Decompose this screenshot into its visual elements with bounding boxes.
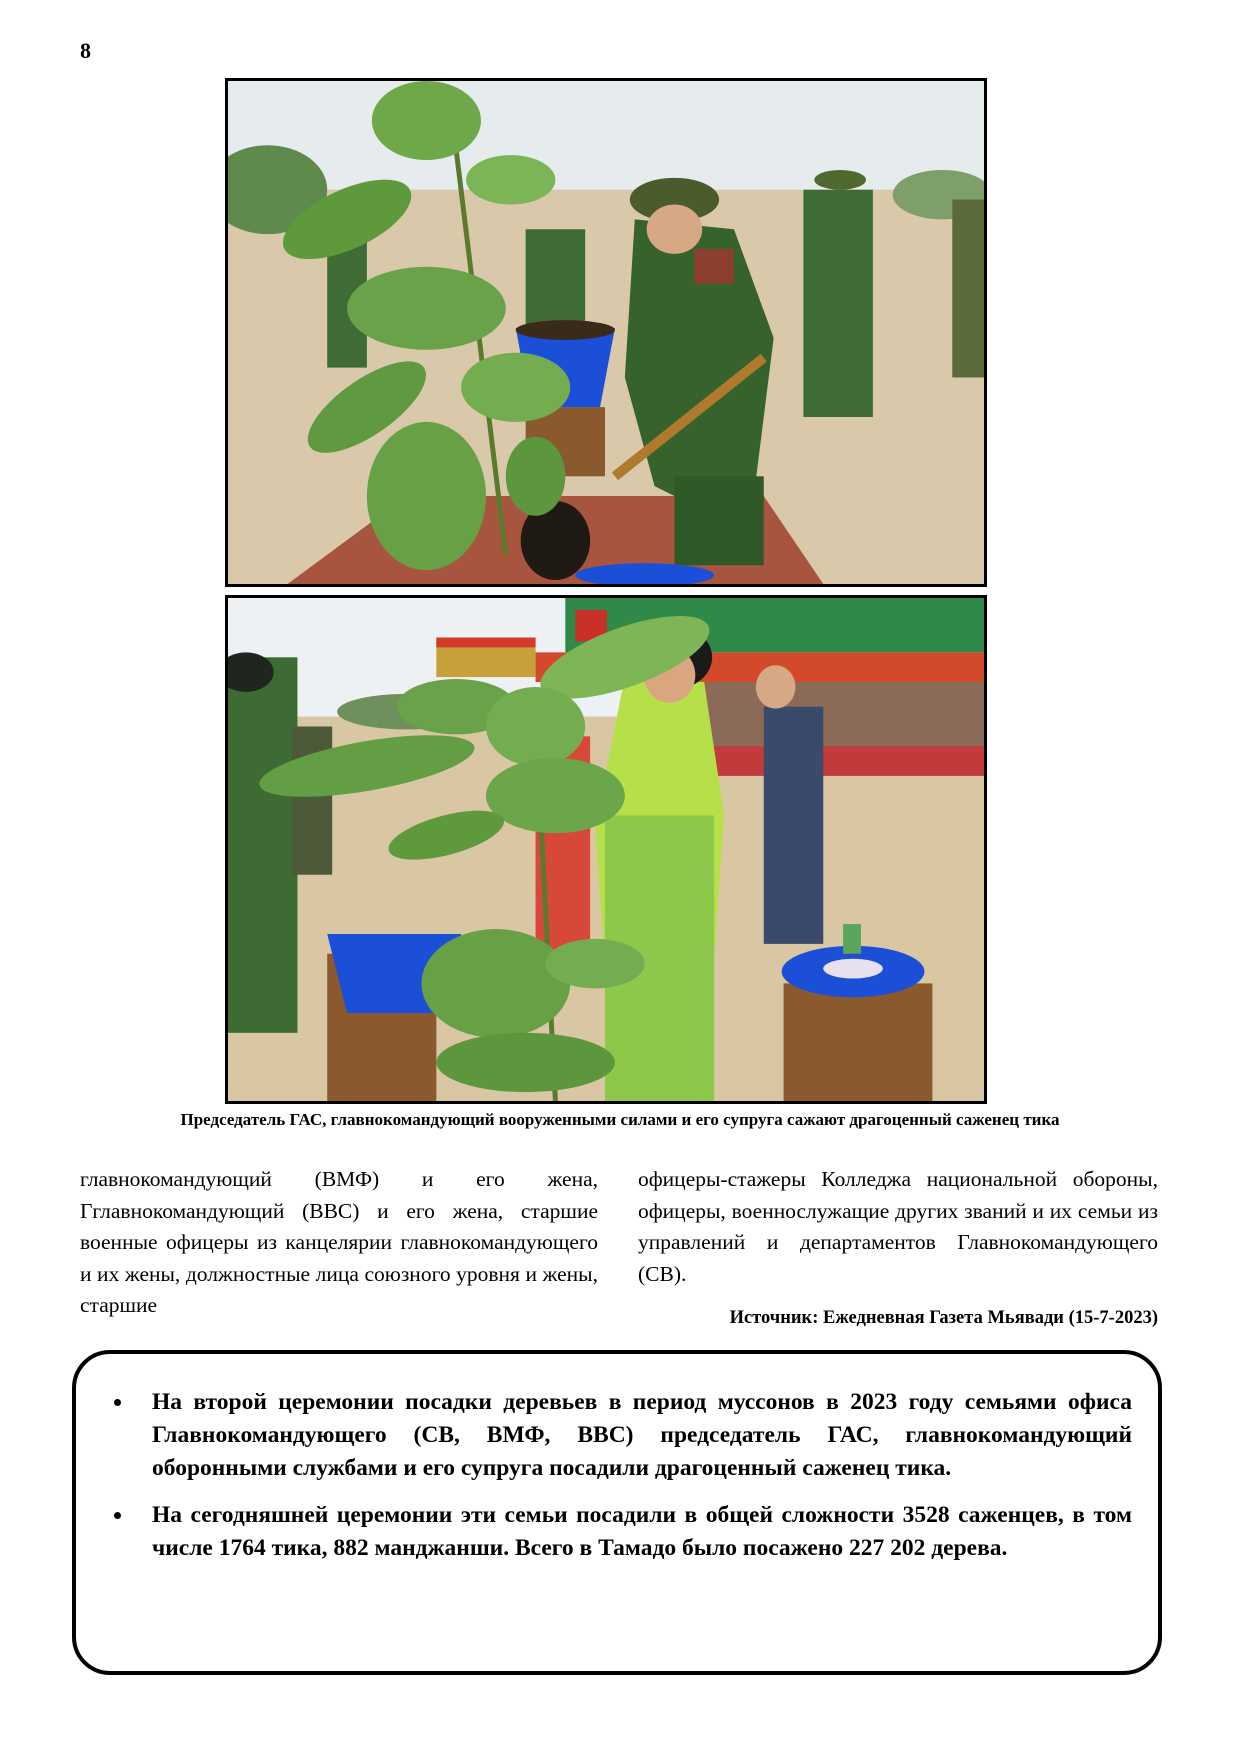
photo-spouse-planting-image [228,598,984,1101]
photo-caption: Председатель ГАС, главнокомандующий вооруженными силами и его супруга сажают драгоценный саженец тика [180,1110,1060,1129]
source-credit: Источник: Ежедневная Газета Мьявади (15-7-2023) [729,1308,1158,1328]
summary-bullet: • На сегодняшней церемонии эти семьи посадили в общей сложности 3528 саженцев, в том числе 1764 тика, 882 манджанши. Всего в Тамадо было посажено 227 202 дерева. [134,1499,1132,1565]
article-column-right: офицеры-стажеры Колледжа национальной обороны, офицеры, военнослужащие других званий и их семьи из управлений и департаментов Главнокомандующего (СВ). [638,1167,1158,1286]
photo-officer-planting-image [228,81,984,584]
article-column-left: главнокомандующий (ВМФ) и его жена, Гглавнокомандующий (ВВС) и его жена, старшие военные офицеры из канцелярии главнокомандующего и их жены, должностные лица союзного уровня и жены, старшие [80,1167,598,1317]
summary-box [72,1350,1162,1675]
summary-bullet: • На второй церемонии посадки деревьев в период муссонов в 2023 году семьями офиса Главнокомандующего (СВ, ВМФ, ВВС) председатель ГАС, главнокомандующий оборонными службами и его супруга посадили драгоценный саженец тика. [134,1386,1132,1485]
photo-spouse-planting [225,595,987,1104]
page-number: 8 [80,38,91,63]
summary-list [76,1354,1158,1565]
photo-officer-planting [225,78,987,587]
